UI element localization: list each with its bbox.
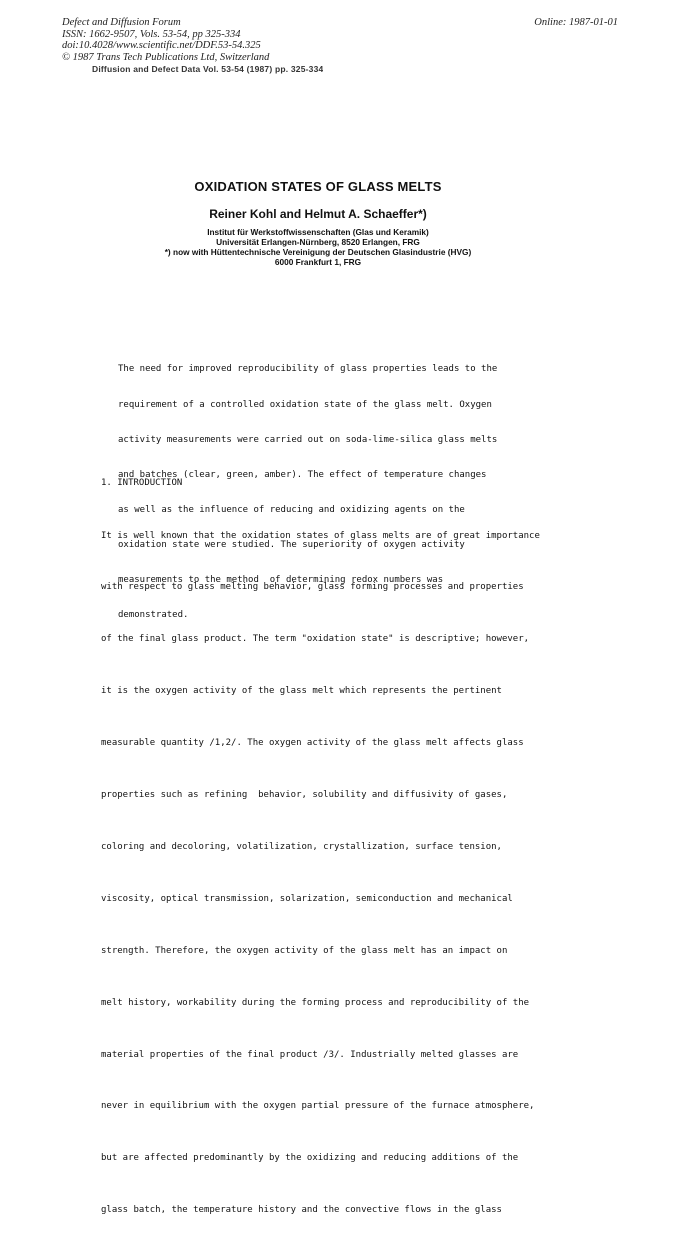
affiliation-line: Institut für Werkstoffwissenschaften (Glas und Keramik) (207, 227, 429, 237)
body-line: viscosity, optical transmission, solarization, semiconduction and mechanical (101, 893, 513, 904)
body-line: melt history, workability during the forming process and reproducibility of the (101, 997, 530, 1008)
abstract-line: demonstrated. (118, 610, 189, 621)
journal-name: Defect and Diffusion Forum (62, 17, 181, 28)
body-line: of the final glass product. The term "oxidation state" is descriptive; however, (101, 634, 530, 645)
body-line: coloring and decoloring, volatilization, crystallization, surface tension, (101, 841, 502, 852)
section-heading: 1. INTRODUCTION (101, 478, 183, 488)
body-line: measurable quantity /1,2/. The oxygen activity of the glass melt affects glass (101, 738, 524, 749)
paper-authors: Reiner Kohl and Helmut A. Schaeffer*) (209, 207, 427, 221)
introduction-body (101, 493, 571, 1237)
abstract-line: as well as the influence of reducing and oxidizing agents on the (118, 504, 465, 515)
abstract-line: measurements to the method of determining redox numbers was (118, 575, 444, 586)
online-date: Online: 1987-01-01 (534, 17, 618, 28)
body-line: but are affected predominantly by the oxidizing and reducing additions of the (101, 1153, 519, 1164)
affiliation-line: *) now with Hüttentechnische Vereinigung der Deutschen Glasindustrie (HVG) (164, 247, 472, 257)
abstract-line: activity measurements were carried out on soda-lime-silica glass melts (118, 434, 498, 445)
original-journal-line: Diffusion and Defect Data Vol. 53-54 (1987) pp. 325-334 (92, 64, 324, 74)
body-line: with respect to glass melting behavior, glass forming processes and properties (101, 582, 524, 593)
body-line: It is well known that the oxidation states of glass melts are of great importance (101, 530, 540, 541)
body-line: properties such as refining behavior, solubility and diffusivity of gases, (101, 790, 508, 801)
abstract-line: The need for improved reproducibility of glass properties leads to the (118, 364, 498, 375)
abstract-line: requirement of a controlled oxidation state of the glass melt. Oxygen (118, 399, 492, 410)
affiliation-line: Universität Erlangen-Nürnberg, 8520 Erlangen, FRG (216, 237, 420, 247)
issn-line: ISSN: 1662-9507, Vols. 53-54, pp 325-334 (62, 28, 241, 40)
body-line: strength. Therefore, the oxygen activity of the glass melt has an impact on (101, 945, 508, 956)
copyright-line: © 1987 Trans Tech Publications Ltd, Switzerland (62, 51, 270, 63)
doi-line: doi:10.4028/www.scientific.net/DDF.53-54.325 (62, 40, 261, 51)
affiliation-line: 6000 Frankfurt 1, FRG (274, 257, 362, 267)
body-line: it is the oxygen activity of the glass melt which represents the pertinent (101, 686, 502, 697)
abstract-line: oxidation state were studied. The superiority of oxygen activity (118, 539, 465, 550)
paper-title: OXIDATION STATES OF GLASS MELTS (194, 179, 442, 194)
journal-citation (62, 17, 269, 63)
body-line: never in equilibrium with the oxygen partial pressure of the furnace atmosphere, (101, 1101, 535, 1112)
body-line: glass batch, the temperature history and the convective flows in the glass (101, 1205, 502, 1216)
abstract-line: and batches (clear, green, amber). The effect of temperature changes (118, 469, 487, 480)
body-line: material properties of the final product /3/. Industrially melted glasses are (101, 1049, 519, 1060)
